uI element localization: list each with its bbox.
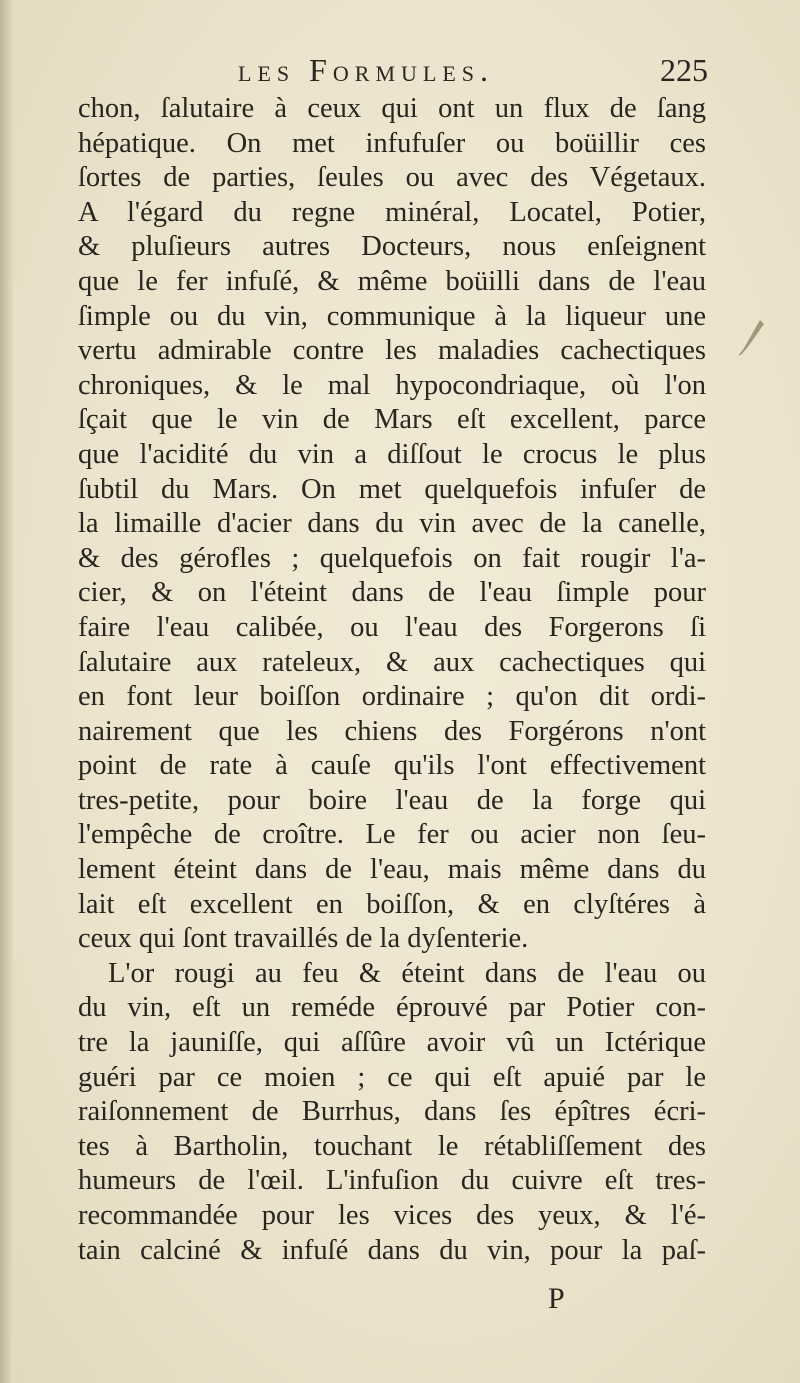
text-line: faire l'eau calibée, ou l'eau des Forgerons ſi <box>78 611 706 643</box>
text-line: ſalutaire aux rateleux, & aux cachectiques qui <box>78 646 706 678</box>
page-number: 225 <box>660 52 708 88</box>
text-line: ſçait que le vin de Mars eſt excellent, parce <box>78 404 706 436</box>
text-line: tre la jauniſſe, qui aſſûre avoir vû un Ictérique <box>78 1027 706 1059</box>
text-line: raiſonnement de Burrhus, dans ſes épîtres écri- <box>78 1096 706 1128</box>
text-line-paragraph-start: L'or rougi au feu & éteint dans de l'eau ou <box>108 957 706 989</box>
text-line: A l'égard du regne minéral, Locatel, Potier, <box>78 196 706 228</box>
text-line: lement éteint dans de l'eau, mais même dans du <box>78 854 706 886</box>
text-line: ceux qui ſont travaillés de la dyſenterie. <box>78 923 529 955</box>
text-line: & des gérofles ; quelquefois on fait rougir l'a- <box>78 542 706 574</box>
text-line: ſortes de parties, ſeules ou avec des Végetaux. <box>78 162 706 194</box>
text-line: recommandée pour les vices des yeux, & l'é- <box>78 1200 706 1231</box>
text-line: chroniques, & le mal hypocondriaque, où l'on <box>78 369 706 401</box>
text-line: la limaille d'acier dans du vin avec de la canelle, <box>78 508 706 540</box>
text-line: chon, ſalutaire à ceux qui ont un flux de ſang <box>78 93 706 124</box>
text-line: cier, & on l'éteint dans de l'eau ſimple pour <box>78 577 706 609</box>
page-edge-shadow <box>0 0 14 1383</box>
text-line: en font leur boiſſon ordinaire ; qu'on dit ordi- <box>78 681 706 713</box>
text-line: vertu admirable contre les maladies cachectiques <box>78 335 706 367</box>
text-line: tain calciné & infuſé dans du vin, pour la paſ- <box>78 1234 706 1266</box>
text-line: humeurs de l'œil. L'infuſion du cuivre eſt tres- <box>78 1165 706 1197</box>
signature-mark: P <box>548 1282 565 1315</box>
text-line: l'empêche de croître. Le fer ou acier non ſeu- <box>78 819 706 851</box>
text-line: du vin, eſt un reméde éprouvé par Potier con- <box>78 992 706 1024</box>
text-line: point de rate à cauſe qu'ils l'ont effectivement <box>78 750 706 782</box>
text-line: ſubtil du Mars. On met quelquefois infuſer de <box>78 473 706 505</box>
text-line: ſimple ou du vin, communique à la liqueur une <box>78 300 706 332</box>
text-line: & pluſieurs autres Docteurs, nous enſeignent <box>78 231 706 263</box>
text-line: que le fer infuſé, & même boüilli dans de l'eau <box>78 265 706 297</box>
text-line: hépatique. On met infufuſer ou boüillir ces <box>78 127 706 159</box>
text-body <box>78 92 706 1268</box>
running-title: les Formules. <box>238 52 495 88</box>
text-line: lait eſt excellent en boiſſon, & en clyſtéres à <box>78 888 706 920</box>
text-line: nairement que les chiens des Forgérons n'ont <box>78 715 706 747</box>
text-line: que l'acidité du vin a diſſout le crocus le plus <box>78 438 706 470</box>
text-line: tes à Bartholin, touchant le rétabliſſement des <box>78 1130 706 1162</box>
page-header <box>78 52 708 92</box>
ink-stain-icon <box>732 318 766 358</box>
text-line: tres-petite, pour boire l'eau de la forge qui <box>78 784 706 816</box>
text-line: guéri par ce moien ; ce qui eſt apuié par le <box>78 1061 706 1093</box>
